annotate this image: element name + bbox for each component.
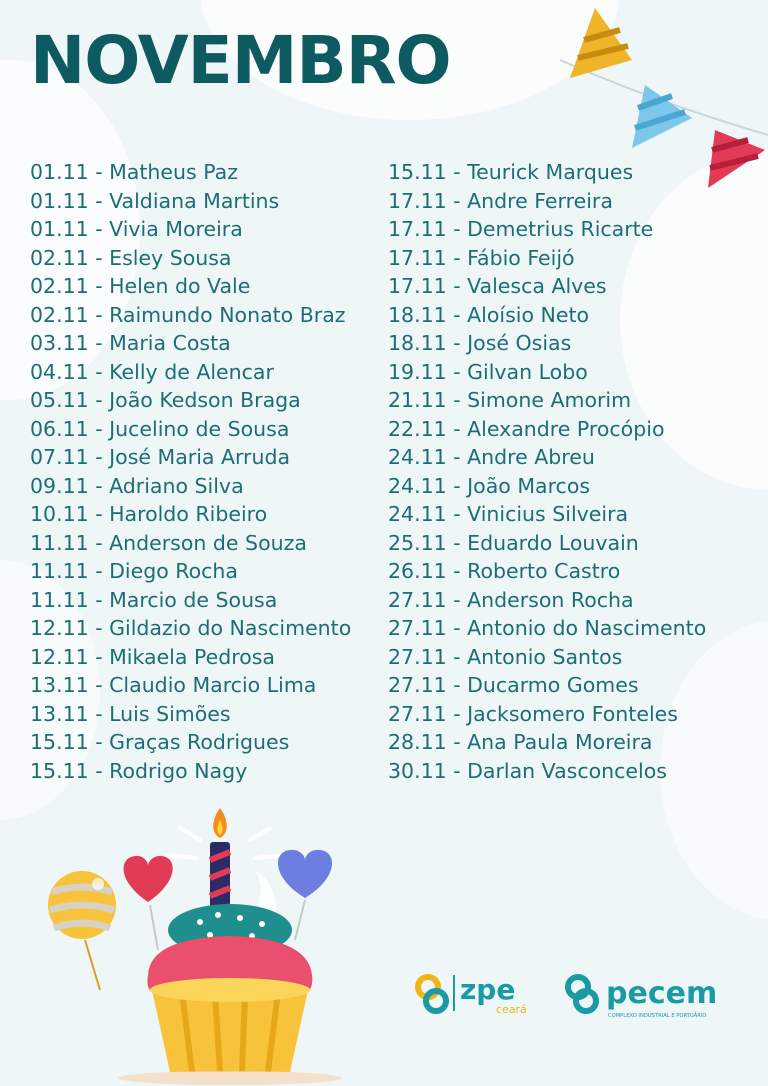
sponsor-logos [410,965,750,1025]
zpe-logo-text: zpe [460,973,516,1006]
birthday-entry: 24.11 - João Marcos [388,473,591,498]
bunting-flag-blue [632,85,692,148]
birthday-entry: 22.11 - Alexandre Procópio [388,416,665,441]
birthday-entry: 10.11 - Haroldo Ribeiro [30,502,268,526]
birthday-entry: 25.11 - Eduardo Louvain [388,530,639,555]
birthday-entry: 17.11 - Fábio Feijó [388,245,575,270]
birthday-entry: 15.11 - Rodrigo Nagy [30,758,248,783]
birthday-entry: 28.11 - Ana Paula Moreira [388,730,653,754]
birthday-entry: 02.11 - Raimundo Nonato Braz [30,302,346,327]
zpe-logo-subtext: ceará [496,1003,527,1016]
zpe-logo [418,973,527,1016]
birthday-entry: 17.11 - Andre Ferreira [388,188,613,213]
birthday-entry: 17.11 - Valesca Alves [388,274,607,298]
birthday-entry: 26.11 - Roberto Castro [388,559,621,583]
birthday-entry: 11.11 - Diego Rocha [30,559,238,583]
birthday-entry: 24.11 - Vinicius Silveira [388,502,629,526]
birthday-entry: 09.11 - Adriano Silva [30,473,244,498]
pecem-logo [568,976,717,1019]
page-title: NOVEMBRO [30,22,451,99]
birthday-list-right [388,158,706,785]
birthday-entry: 13.11 - Luis Simões [30,701,231,726]
birthday-entry: 24.11 - Andre Abreu [388,445,595,469]
pecem-logo-text: pecem [606,976,718,1011]
birthday-entry: 12.11 - Mikaela Pedrosa [30,644,275,669]
birthday-entry: 27.11 - Anderson Rocha [388,587,634,612]
birthday-entry: 05.11 - João Kedson Braga [30,388,301,412]
ball-balloon-icon [48,871,116,990]
birthday-entry: 27.11 - Ducarmo Gomes [388,673,639,697]
heart-balloon-icon [124,856,173,950]
birthday-entry: 07.11 - José Maria Arruda [30,445,291,469]
party-bunting-icon [540,0,768,200]
birthday-entry: 27.11 - Jacksomero Fonteles [388,701,678,726]
birthday-entry: 18.11 - José Osias [388,331,572,355]
birthday-entry: 01.11 - Valdiana Martins [30,188,280,213]
birthday-entry: 01.11 - Matheus Paz [30,160,238,184]
bunting-flag-red [708,130,765,188]
birthday-entry: 30.11 - Darlan Vasconcelos [388,758,667,783]
birthday-entry: 18.11 - Aloísio Neto [388,302,590,327]
birthday-entry: 27.11 - Antonio Santos [388,644,623,669]
cupcake-wrapper [152,990,308,1072]
birthday-entry: 06.11 - Jucelino de Sousa [30,416,290,441]
birthday-entry: 21.11 - Simone Amorim [388,388,632,412]
birthday-entry: 27.11 - Antonio do Nascimento [388,616,707,640]
birthday-entry: 03.11 - Maria Costa [30,331,231,355]
birthday-entry: 15.11 - Graças Rodrigues [30,730,290,754]
birthday-entry: 01.11 - Vivia Moreira [30,217,243,241]
birthday-entry: 13.11 - Claudio Marcio Lima [30,673,317,697]
birthday-entry: 11.11 - Anderson de Souza [30,530,307,555]
bunting-flag-yellow [570,8,632,78]
birthday-entry: 19.11 - Gilvan Lobo [388,359,588,384]
birthday-entry: 02.11 - Esley Sousa [30,245,232,270]
birthday-list-left [30,158,351,785]
birthday-entry: 15.11 - Teurick Marques [388,160,634,184]
birthday-entry: 17.11 - Demetrius Ricarte [388,217,654,241]
birthday-entry: 11.11 - Marcio de Sousa [30,587,278,612]
birthday-entry: 02.11 - Helen do Vale [30,274,251,298]
birthday-entry: 12.11 - Gildazio do Nascimento [30,616,352,640]
pecem-logo-subtext: COMPLEXO INDUSTRIAL E PORTUÁRIO [608,1013,707,1019]
birthday-entry: 04.11 - Kelly de Alencar [30,359,274,384]
cupcake-icon [40,800,380,1086]
plate-shadow [118,1071,342,1085]
